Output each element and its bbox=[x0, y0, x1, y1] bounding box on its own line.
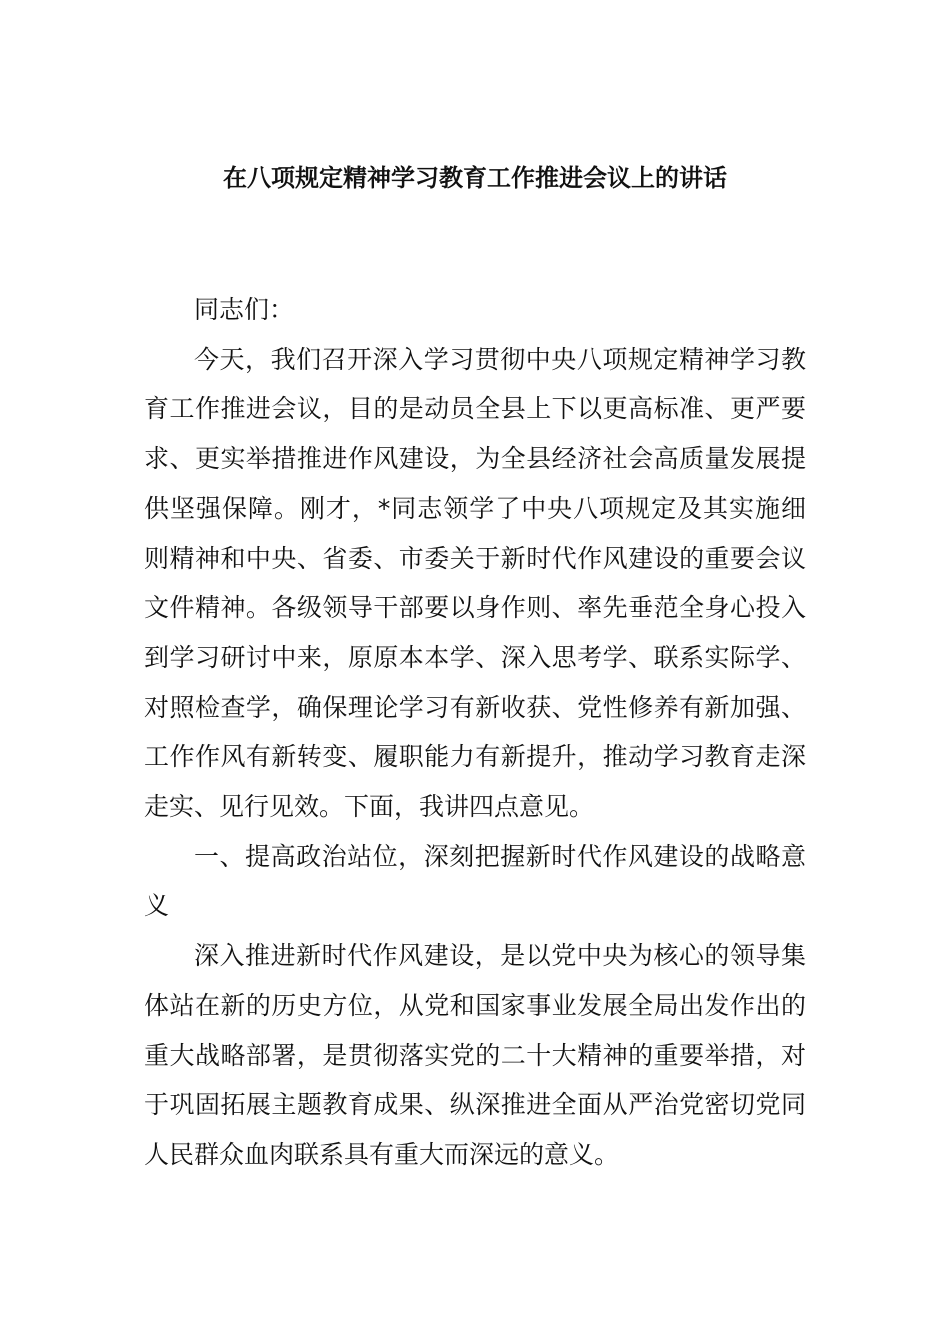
paragraph-section-1: 深入推进新时代作风建设，是以党中央为核心的领导集体站在新的历史方位，从党和国家事业发展全局出发作出的重大战略部署，是贯彻落实党的二十大精神的重要举措，对于巩固拓展主题教育成果、纵深推进全面从严治党密切党同人民群众血肉联系具有重大而深远的意义。 bbox=[144, 941, 806, 1169]
document-body bbox=[144, 285, 806, 1180]
salutation: 同志们： bbox=[194, 295, 295, 324]
document-title: 在八项规定精神学习教育工作推进会议上的讲话 bbox=[223, 164, 727, 192]
section-heading-1: 一、提高政治站位，深刻把握新时代作风建设的战略意义 bbox=[144, 841, 806, 921]
paragraph-opening: 今天，我们召开深入学习贯彻中央八项规定精神学习教育工作推进会议，目的是动员全县上下以更高标准、更严要求、更实举措推进作风建设，为全县经济社会高质量发展提供坚强保障。刚才，*同志领学了中央八项规定及其实施细则精神和中央、省委、市委关于新时代作风建设的重要会议文件精神。各级领导干部要以身作则、率先垂范全身心投入到学习研讨中来，原原本本学、深入思考学、联系实际学、对照检查学，确保理论学习有新收获、党性修养有新加强、工作作风有新转变、履职能力有新提升，推动学习教育走深走实、见行见效。下面，我讲四点意见。 bbox=[144, 344, 806, 822]
